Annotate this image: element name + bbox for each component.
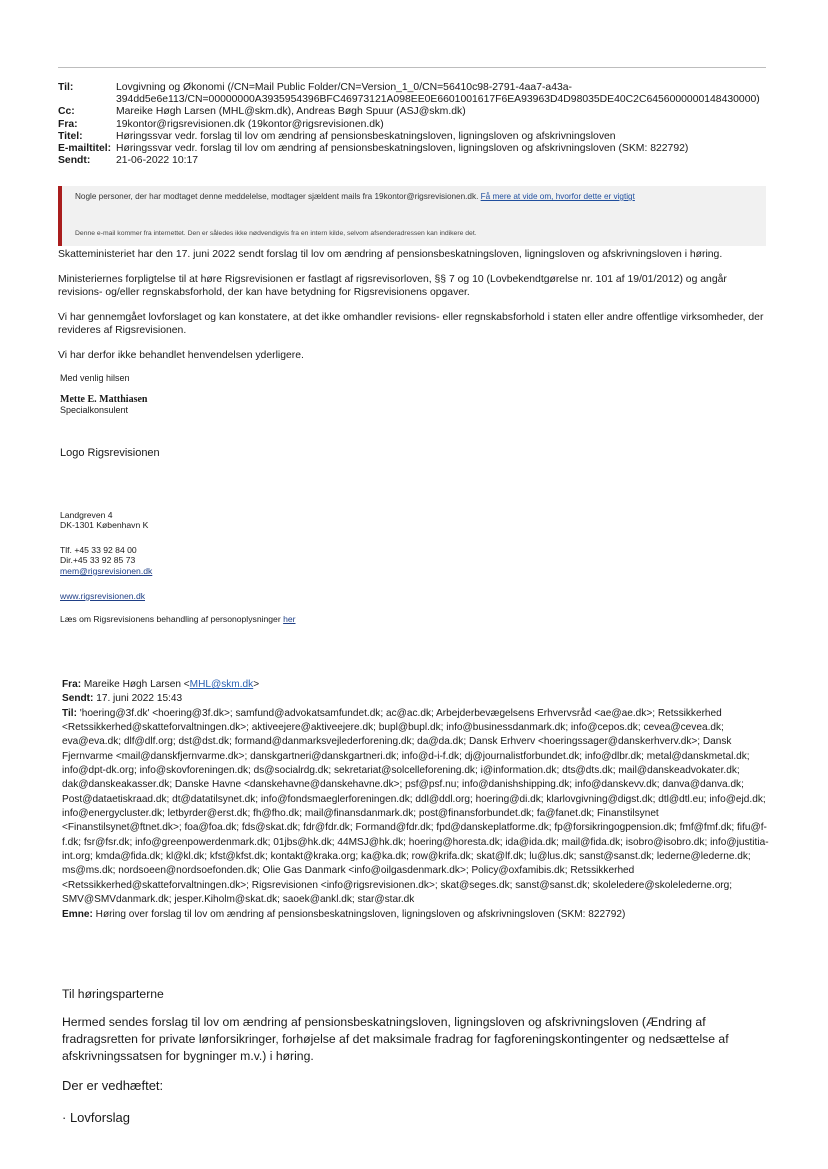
cc-row [58, 106, 778, 118]
address-line-1: Landgreven 4 [60, 510, 113, 520]
fwd-from-row: Fra: Mareike Høgh Larsen <MHL@skm.dk> [62, 679, 260, 690]
external-sender-notice [58, 186, 766, 246]
body-paragraph-4: Vi har derfor ikke behandlet henvendelsen yderligere. [58, 350, 304, 362]
hearing-paragraph: Hermed sendes forslag til lov om ændring af pensionsbeskatningsloven, ligningsloven og afskrivningsloven (Ændring af fradragsretten for private lønforsikringer, forhøjelse af det maksimale fradrag for fagforeningskontingenter og nedsættelse af afskrivningssatsen for bygninger m.v.) i høring. [62, 1015, 729, 1063]
direct-phone: Dir.+45 33 92 85 73 [60, 555, 136, 566]
body-paragraph-2: Ministeriernes forpligtelse til at høre Rigsrevisionen er fastlagt af rigsrevisorloven, §§ 7 og 10 (Lovbekendtgørelse nr. 101 af 19/01/2012) og angår revisions- og/eller regnskabsforhold, der kan have betydning for Rigsrevisionens opgaver. [58, 274, 727, 298]
address-block [60, 510, 148, 531]
cc-label: Cc: [58, 106, 75, 118]
email-title-value: Høringssvar vedr. forslag til lov om ændring af pensionsbeskatningsloven, ligningsloven og afskrivningsloven (SKM: 822792) [116, 143, 689, 155]
signature-email-link[interactable]: mem@rigsrevisionen.dk [60, 565, 153, 576]
signature-title: Specialkonsulent [60, 405, 129, 415]
salutation: Til høringsparterne [62, 987, 164, 1001]
sent-value: 21-06-2022 10:17 [116, 155, 199, 167]
forwarded-header [62, 678, 774, 922]
fwd-to-recipients[interactable]: 'hoering@3f.dk' <hoering@3f.dk>; samfund@advokatsamfundet.dk; ac@ac.dk; Arbejderbevægelsens Erhvervsråd <ae@ae.dk>; Retssikkerhed <Retssikkerhed@skatteforvaltningen.dk>; aktiveejere@aktiveejere.dk; bupl@bupl.dk; info@businessdanmark.dk; info@cepos.dk; cevea@cevea.dk; eva@eva.dk; dlf@dlf.org; dst@dst.dk; formand@danmarksvejlederforening.dk; da@da.dk; Dansk Erhverv <hoeringssager@danskerhverv.dk>; Dansk Fjernvarme <mail@danskfjernvarme.dk>; danskgartneri@danskgartneri.dk; info@d-i-f.dk; dj@journalistforbundet.dk; info@dlbr.dk; metal@danskmetal.dk; info@dpt-dk.org; info@skovforeningen.dk; ds@socialrdg.dk; sekretariat@solcelleforening.dk; i@information.dk; dts@dts.dk; mail@danskeadvokater.dk; dak@danskeakasser.dk; Danske Havne <danskehavne@danskehavne.dk>; psf@psf.nu; info@danishshipping.dk; info@danskevv.dk; danva@danva.dk; Post@dataetiskraad.dk; dt@datatilsynet.dk; info@fondsmaeglerforeningen.dk; ddl@ddl.org; hoering@di.dk; klarlovgivning@digst.dk; dtl@dtl.eu; info@ejd.dk; info@energycluster.dk; letbyrder@erst.dk; fh@fho.dk; mail@finansdanmark.dk; post@finansforbundet.dk; fa@fanet.dk; Finanstilsynet <Finanstilsynet@ftnet.dk>; foa@foa.dk; fds@skat.dk; fdr@fdr.dk; Formand@fdr.dk; fpd@danskeplatforme.dk; fp@forsikringogpension.dk; fmf@fmf.dk; fifu@f-f.dk; fsr@fsr.dk; info@greenpowerdenmark.dk; 01jbs@hk.dk; 44MSJ@hk.dk; hoering@horesta.dk; ida@ida.dk; mail@fida.dk; isobro@isobro.dk; info@justitia-int.org; kmda@fida.dk; kl@kl.dk; kfst@kfst.dk; kontakt@kraka.org; ka@ka.dk; row@krifa.dk; skat@lf.dk; lu@lus.dk; sanst@sanst.dk; lederne@lederne.dk; ms@ms.dk; nordsoeen@nordsoefonden.dk; Olie Gas Danmark <info@oilgasdenmark.dk>; Policy@oxfamibis.dk; Retssikkerhed <Retssikkerhed@skatteforvaltningen.dk>; Rigsrevisionen <info@rigsrevisionen.dk>; skat@seges.dk; sanst@sanst.dk; skoleledere@skolelederne.org; SMV@SMVdanmark.dk; jesper.Kiholm@skat.dk; saoek@ankl.dk; star@star.dk [62, 707, 769, 906]
title-label: Titel: [58, 130, 83, 142]
phone: Tlf. +45 33 92 84 00 [60, 545, 137, 555]
from-label: Fra: [58, 118, 78, 130]
attachment-item: · Lovforslag [62, 1110, 130, 1125]
to-row [58, 82, 778, 106]
reply-body [58, 249, 770, 375]
sent-row [58, 155, 778, 167]
attached-heading: Der er vedhæftet: [62, 1078, 164, 1093]
fwd-to-row: Til: 'hoering@3f.dk' <hoering@3f.dk>; samfund@advokatsamfundet.dk; ac@ac.dk; Arbejderbevægelsens Erhvervsråd <ae@ae.dk>; Retssikkerhed <Retssikkerhed@skatteforvaltningen.dk>; aktiveejere@aktiveejere.dk; bupl@bupl.dk; info@businessdanmark.dk; info@cepos.dk; cevea@cevea.dk; eva@eva.dk; dlf@dlf.org; dst@dst.dk; formand@danmarksvejlederforening.dk; da@da.dk; Dansk Erhverv <hoeringssager@danskerhverv.dk>; Dansk Fjernvarme <mail@danskfjernvarme.dk>; danskgartneri@danskgartneri.dk; info@d-i-f.dk; dj@journalistforbundet.dk; info@dlbr.dk; metal@danskmetal.dk; info@dpt-dk.org; info@skovforeningen.dk; ds@socialrdg.dk; sekretariat@solcelleforening.dk; i@information.dk; dts@dts.dk; mail@danskeadvokater.dk; dak@danskeakasser.dk; Danske Havne <danskehavne@danskehavne.dk>; psf@psf.nu; info@danishshipping.dk; info@danskevv.dk; danva@danva.dk; Post@dataetiskraad.dk; dt@datatilsynet.dk; info@fondsmaeglerforeningen.dk; ddl@ddl.org; hoering@di.dk; klarlovgivning@digst.dk; dtl@dtl.eu; info@ejd.dk; info@energycluster.dk; letbyrder@erst.dk; fh@fho.dk; mail@finansdanmark.dk; post@finansforbundet.dk; fa@fanet.dk; Finanstilsynet <Finanstilsynet@ftnet.dk>; foa@foa.dk; fds@skat.dk; fdr@fdr.dk; Formand@fdr.dk; fpd@danskeplatforme.dk; fp@forsikringogpension.dk; fmf@fmf.dk; fifu@f-f.dk; fsr@fsr.dk; info@greenpowerdenmark.dk; 01jbs@hk.dk; 44MSJ@hk.dk; hoering@horesta.dk; ida@ida.dk; mail@fida.dk; isobro@isobro.dk; info@justitia-int.org; kmda@fida.dk; kl@kl.dk; kfst@kfst.dk; kontakt@kraka.org; ka@ka.dk; row@krifa.dk; skat@lf.dk; lu@lus.dk; sanst@sanst.dk; lederne@lederne.dk; ms@ms.dk; nordsoeen@nordsoefonden.dk; Olie Gas Danmark <info@oilgasdenmark.dk>; Policy@oxfamibis.dk; Retssikkerhed <Retssikkerhed@skatteforvaltningen.dk>; Rigsrevisionen <info@rigsrevisionen.dk>; skat@seges.dk; sanst@sanst.dk; skoleledere@skolelederne.org; SMV@SMVdanmark.dk; jesper.Kiholm@skat.dk; saoek@ankl.dk; star@star.dk [62, 707, 769, 906]
signature-greeting: Med venlig hilsen [60, 373, 130, 383]
email-title-row [58, 143, 778, 155]
cc-value: Mareike Høgh Larsen (MHL@skm.dk), Andreas Bøgh Spuur (ASJ@skm.dk) [116, 106, 466, 118]
title-row [58, 131, 778, 143]
from-value: 19kontor@rigsrevisionen.dk (19kontor@rigsrevisionen.dk) [116, 118, 384, 130]
to-value: Lovgivning og Økonomi (/CN=Mail Public Folder/CN=Version_1_0/CN=56410c98-2791-4aa7-a43a- 394dd5e6e113/CN=00000000A3935954396BFC46973121A098EE0E6601001617F6EA93963D4D98035DE40C2C6456000000148430000) [116, 82, 760, 106]
email-header [58, 82, 778, 167]
privacy-notice: Læs om Rigsrevisionens behandling af personoplysninger her [60, 614, 296, 624]
learn-more-link[interactable]: Få mere at vide om, hvorfor dette er vigtigt [480, 192, 635, 201]
fwd-sent-row: Sendt: 17. juni 2022 15:43 [62, 693, 183, 705]
privacy-link[interactable]: her [283, 614, 296, 624]
external-warning-text: Denne e-mail kommer fra internettet. Den er således ikke nødvendigvis fra en intern kilde, selvom afsenderadressen kan indikere det. [75, 230, 477, 237]
body-paragraph-3: Vi har gennemgået lovforslaget og kan konstatere, at det ikke omhandler revisions- eller regnskabsforhold i staten eller andre offentlige virksomheder, der revideres af Rigsrevisionen. [58, 312, 764, 336]
fwd-subject-row: Emne: Høring over forslag til lov om ændring af pensionsbeskatningsloven, ligningsloven og afskrivningsloven (SKM: 822792) [62, 908, 626, 920]
address-line-2: DK-1301 København K [60, 520, 149, 531]
website-link[interactable]: www.rigsrevisionen.dk [60, 591, 146, 601]
top-divider [58, 67, 766, 68]
rare-sender-text: Nogle personer, der har modtaget denne meddelelse, modtager sjældent mails fra 19kontor@rigsrevisionen.dk. Få mere at vide om, hvorfor dette er vigtigt [75, 192, 635, 201]
to-label: Til: [58, 82, 74, 93]
from-row [58, 119, 778, 131]
title-value: Høringssvar vedr. forslag til lov om ændring af pensionsbeskatningsloven, ligningsloven og afskrivningsloven [116, 130, 616, 142]
signature-name: Mette E. Matthiasen [60, 394, 148, 405]
email-title-label: E-mailtitel: [58, 143, 112, 155]
fwd-from-email-link[interactable]: MHL@skm.dk [189, 679, 254, 690]
body-paragraph-1: Skatteministeriet har den 17. juni 2022 sendt forslag til lov om ændring af pensionsbeskatningsloven, ligningsloven og afskrivningsloven i høring. [58, 249, 723, 260]
sent-label: Sendt: [58, 155, 91, 167]
logo-placeholder: Logo Rigsrevisionen [60, 447, 160, 459]
contact-block [60, 545, 152, 576]
